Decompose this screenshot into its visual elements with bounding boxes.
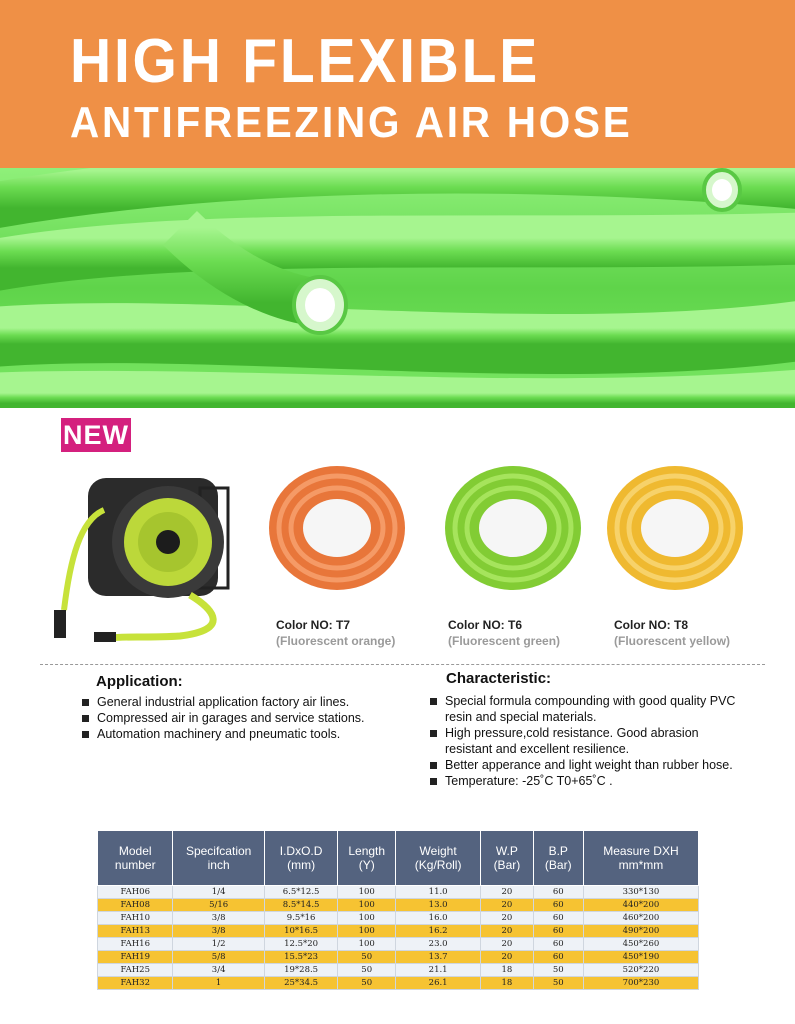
spec-table-body <box>98 886 699 990</box>
header-length: Length (Y) <box>338 831 396 886</box>
green-hose-coil-image <box>438 450 588 600</box>
hose-reel-image <box>40 460 240 650</box>
table-row <box>98 925 699 938</box>
table-row <box>98 951 699 964</box>
bullet-square-icon <box>430 730 437 737</box>
list-item: Compressed air in garages and service stations. <box>82 710 412 726</box>
table-cell: 6.5*12.5 <box>264 886 338 899</box>
table-cell: 1/2 <box>173 938 264 951</box>
table-cell: 26.1 <box>396 977 481 990</box>
bullet-square-icon <box>430 762 437 769</box>
header-wp: W.P (Bar) <box>481 831 533 886</box>
table-cell: 60 <box>533 899 583 912</box>
table-cell: 100 <box>338 912 396 925</box>
table-cell: 25*34.5 <box>264 977 338 990</box>
bullet-square-icon <box>82 699 89 706</box>
table-row <box>98 964 699 977</box>
spec-table <box>97 830 699 990</box>
page-title: HIGH FLEXIBLE <box>70 27 541 96</box>
orange-hose-coil-image <box>262 450 412 600</box>
table-cell: 700*230 <box>583 977 698 990</box>
table-cell: 20 <box>481 886 533 899</box>
table-cell: 50 <box>338 951 396 964</box>
table-cell: 100 <box>338 886 396 899</box>
table-cell: 330*130 <box>583 886 698 899</box>
color-name: (Fluorescent yellow) <box>614 634 731 648</box>
table-cell: 3/8 <box>173 925 264 938</box>
table-row <box>98 899 699 912</box>
table-cell: FAH16 <box>98 938 173 951</box>
color-name: (Fluorescent orange) <box>276 634 396 648</box>
table-cell: 1 <box>173 977 264 990</box>
new-badge: NEW <box>63 420 129 450</box>
table-cell: 100 <box>338 938 396 951</box>
table-cell: 60 <box>533 925 583 938</box>
table-cell: 21.1 <box>396 964 481 977</box>
table-cell: FAH06 <box>98 886 173 899</box>
table-cell: 3/8 <box>173 912 264 925</box>
application-list <box>82 694 412 742</box>
table-cell: 19*28.5 <box>264 964 338 977</box>
table-cell: 100 <box>338 899 396 912</box>
table-cell: 3/4 <box>173 964 264 977</box>
table-cell: 20 <box>481 938 533 951</box>
table-cell: 5/8 <box>173 951 264 964</box>
table-cell: 520*220 <box>583 964 698 977</box>
table-row <box>98 886 699 899</box>
section-divider <box>40 664 765 665</box>
color-caption-orange <box>276 618 395 648</box>
table-cell: 50 <box>338 964 396 977</box>
bullet-square-icon <box>430 698 437 705</box>
list-item: Automation machinery and pneumatic tools. <box>82 726 412 742</box>
header-weight: Weight (Kg/Roll) <box>396 831 481 886</box>
table-row <box>98 977 699 990</box>
table-cell: 450*260 <box>583 938 698 951</box>
bullet-square-icon <box>82 731 89 738</box>
table-cell: 11.0 <box>396 886 481 899</box>
table-cell: 23.0 <box>396 938 481 951</box>
yellow-hose-coil-image <box>600 450 750 600</box>
table-cell: 8.5*14.5 <box>264 899 338 912</box>
table-cell: FAH32 <box>98 977 173 990</box>
table-cell: 50 <box>533 964 583 977</box>
bullet-square-icon <box>82 715 89 722</box>
characteristic-title: Characteristic: <box>446 670 552 687</box>
table-cell: 13.0 <box>396 899 481 912</box>
table-cell: FAH25 <box>98 964 173 977</box>
header-specification: Specifcation inch <box>173 831 264 886</box>
table-cell: 60 <box>533 912 583 925</box>
header-measure: Measure DXH mm*mm <box>583 831 698 886</box>
table-cell: 5/16 <box>173 899 264 912</box>
table-cell: 18 <box>481 964 533 977</box>
table-cell: 490*200 <box>583 925 698 938</box>
characteristic-list <box>430 693 740 789</box>
table-cell: 50 <box>338 977 396 990</box>
table-row <box>98 938 699 951</box>
table-cell: FAH13 <box>98 925 173 938</box>
table-cell: 10*16.5 <box>264 925 338 938</box>
application-title: Application: <box>96 673 183 690</box>
table-cell: 16.2 <box>396 925 481 938</box>
list-item: Special formula compounding with good quality PVC resin and special materials. <box>430 693 740 725</box>
color-code: Color NO: T7 <box>276 618 350 632</box>
bullet-square-icon <box>430 778 437 785</box>
header-model: Model number <box>98 831 173 886</box>
table-cell: 16.0 <box>396 912 481 925</box>
table-cell: 60 <box>533 938 583 951</box>
table-cell: 13.7 <box>396 951 481 964</box>
table-cell: FAH10 <box>98 912 173 925</box>
list-item: Temperature: -25˚C T0+65˚C . <box>430 773 740 789</box>
table-cell: 20 <box>481 899 533 912</box>
table-cell: 100 <box>338 925 396 938</box>
color-code: Color NO: T6 <box>448 618 522 632</box>
table-cell: 60 <box>533 886 583 899</box>
table-cell: 18 <box>481 977 533 990</box>
table-cell: 15.5*23 <box>264 951 338 964</box>
color-name: (Fluorescent green) <box>448 634 561 648</box>
color-caption-green <box>448 618 560 648</box>
color-caption-yellow <box>614 618 730 648</box>
table-cell: 20 <box>481 951 533 964</box>
list-item: High pressure,cold resistance. Good abrasion resistant and excellent resilience. <box>430 725 740 757</box>
table-cell: 60 <box>533 951 583 964</box>
table-cell: 9.5*16 <box>264 912 338 925</box>
header-banner <box>0 0 795 168</box>
table-cell: FAH19 <box>98 951 173 964</box>
table-header-row <box>98 831 699 886</box>
table-cell: 440*200 <box>583 899 698 912</box>
table-cell: 1/4 <box>173 886 264 899</box>
hose-photo <box>0 168 795 408</box>
table-row <box>98 912 699 925</box>
table-cell: 20 <box>481 925 533 938</box>
table-cell: 450*190 <box>583 951 698 964</box>
table-cell: 12.5*20 <box>264 938 338 951</box>
table-cell: 50 <box>533 977 583 990</box>
list-item: General industrial application factory air lines. <box>82 694 412 710</box>
table-cell: FAH08 <box>98 899 173 912</box>
table-cell: 460*200 <box>583 912 698 925</box>
page-subtitle: ANTIFREEZING AIR HOSE <box>70 98 633 147</box>
color-code: Color NO: T8 <box>614 618 688 632</box>
list-item: Better apperance and light weight than rubber hose. <box>430 757 740 773</box>
table-cell: 20 <box>481 912 533 925</box>
hose-photo-illustration <box>0 168 795 408</box>
header-bp: B.P (Bar) <box>533 831 583 886</box>
header-id-od: I.DxO.D (mm) <box>264 831 338 886</box>
